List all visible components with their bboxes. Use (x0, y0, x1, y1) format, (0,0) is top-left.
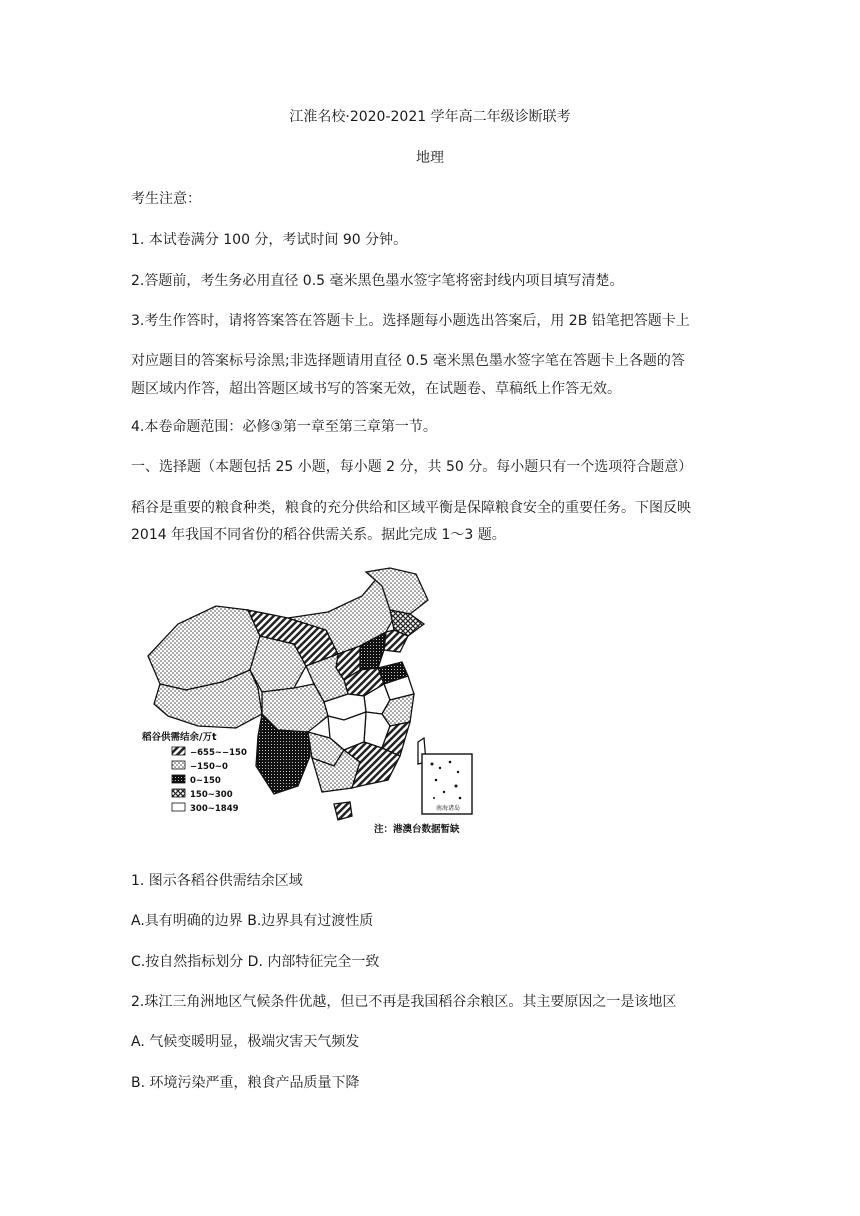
legend-label: −655~−150 (190, 748, 247, 758)
subject-title: 地理 (416, 150, 444, 166)
notice-item: 3.考生作答时，请将答案答在答题卡上。选择题每小题选出答案后，用 2B 铅笔把答题卡上 (131, 313, 690, 329)
question-stem: 2.珠江三角洲地区气候条件优越，但已不再是我国稻谷余粮区。其主要原因之一是该地区 (131, 994, 677, 1010)
page-title: 江淮名校·2020-2021 学年高二年级诊断联考 (289, 109, 571, 125)
legend-label: 300~1849 (190, 804, 239, 814)
legend-label: 150~300 (190, 790, 233, 800)
intro-text: 2014 年我国不同省份的稻谷供需关系。据此完成 1～3 题。 (131, 527, 506, 543)
question-option: A.具有明确的边界 B.边界具有过渡性质 (131, 913, 374, 929)
notice-item: 4.本卷命题范围：必修③第一章至第三章第一节。 (131, 419, 437, 435)
question-option: C.按自然指标划分 D. 内部特征完全一致 (131, 954, 380, 970)
notice-item: 2.答题前，考生务必用直径 0.5 毫米黑色墨水签字笔将密封线内项目填写清楚。 (131, 273, 624, 289)
legend-title: 稻谷供需结余/万t (142, 732, 217, 743)
south-china-sea-inset (422, 754, 472, 814)
intro-text: 稻谷是重要的粮食种类，粮食的充分供给和区域平衡是保障粮食安全的重要任务。下图反映 (131, 500, 691, 516)
map-note: 注：港澳台数据暂缺 (374, 824, 460, 835)
legend-label: 0~150 (190, 776, 221, 786)
map-legend (141, 731, 247, 814)
section-heading: 一、选择题（本题包括 25 小题，每小题 2 分，共 50 分。每小题只有一个选项符合题意） (131, 459, 693, 475)
question-option: B. 环境污染严重，粮食产品质量下降 (131, 1075, 360, 1091)
legend-label: −150~0 (190, 762, 228, 772)
question-option: A. 气候变暖明显，极端灾害天气频发 (131, 1034, 360, 1050)
question-stem: 1. 图示各稻谷供需结余区域 (131, 873, 303, 889)
china-rice-map (138, 566, 484, 836)
notice-heading: 考生注意： (131, 191, 201, 207)
notice-item: 题区域内作答，超出答题区域书写的答案无效，在试题卷、草稿纸上作答无效。 (131, 381, 621, 397)
notice-item: 对应题目的答案标号涂黑;非选择题请用直径 0.5 毫米黑色墨水签字笔在答题卡上各题的答 (131, 353, 685, 369)
inset-label: 南海诸岛 (435, 805, 461, 812)
region-hainan (334, 802, 352, 820)
notice-item: 1. 本试卷满分 100 分，考试时间 90 分钟。 (131, 232, 408, 248)
